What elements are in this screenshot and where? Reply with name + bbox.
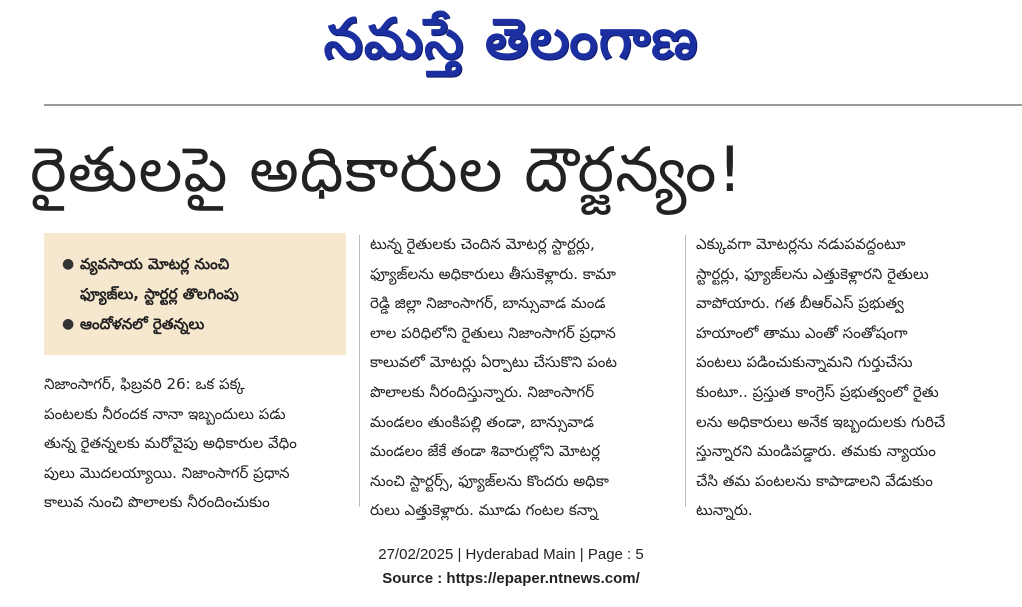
column-divider <box>685 235 686 507</box>
text-line: మండలం తుంకిపల్లి తండా, బాన్సువాడ <box>370 412 595 431</box>
highlight-line: ఫ్యూజ్‌లు, స్టార్టర్ల తొలగింపు <box>80 285 239 303</box>
highlight-line: వ్యవసాయ మోటర్ల నుంచి <box>80 255 230 273</box>
bullet-icon: ● <box>62 256 75 272</box>
text-line: తున్న రైతన్నలకు మరోవైపు అధికారుల వేధిం <box>44 434 297 453</box>
text-line: వాపోయారు. గత బీఆర్‌ఎస్ ప్రభుత్వ <box>696 294 904 313</box>
highlights-box <box>44 233 346 355</box>
text-line: మండలం జేకే తండా శివారుల్లోని మోటర్ల <box>370 442 601 461</box>
text-line: పొలాలకు నీరందిస్తున్నారు. నిజాంసాగర్ <box>370 382 595 401</box>
text-line: లను అధికారులు అనేక ఇబ్బందులకు గురిచే <box>696 412 946 431</box>
text-line: హయాంలో తాము ఎంతో సంతోషంగా <box>696 323 908 342</box>
text-line: లాల పరిధిలోని రైతులు నిజాంసాగర్ ప్రధాన <box>370 323 616 342</box>
text-line: టున్న రైతులకు చెందిన మోటర్ల స్టార్టర్లు, <box>370 235 595 253</box>
article-column-3 <box>696 230 1008 526</box>
source-link[interactable]: Source : https://epaper.ntnews.com/ <box>382 570 640 587</box>
text-line: పంటలకు నీరందక నానా ఇబ్బందులు పడు <box>44 404 286 423</box>
text-line: చేసి తమ పంటలను కాపాడాలని వేడుకుం <box>696 471 933 490</box>
text-line: స్టార్టర్లు, ఫ్యూజ్‌లను ఎత్తుకెళ్లారని రైతులు <box>696 264 929 283</box>
text-line: పులు మొదలయ్యాయి. నిజాంసాగర్ ప్రధాన <box>44 463 290 482</box>
highlight-item <box>62 309 346 339</box>
bullet-icon: ● <box>62 316 75 332</box>
article-column-2 <box>370 230 672 526</box>
highlight-line: ఆందోళనలో రైతన్నలు <box>80 315 205 333</box>
masthead <box>0 6 1022 86</box>
newspaper-logo: నమస్తే తెలంగాణ <box>323 6 699 72</box>
text-line: కుంటూ.. ప్రస్తుత కాంగ్రెస్ ప్రభుత్వంలో రైతు <box>696 382 939 401</box>
text-line: ఎక్కువగా మోటర్లను నడుపవద్దంటూ <box>696 235 906 253</box>
text-line: పంటలు పడించుకున్నామని గుర్తుచేసు <box>696 353 913 372</box>
article-headline: రైతులపై అధికారుల దౌర్జన్యం! <box>30 133 744 206</box>
article-column-1 <box>44 370 346 518</box>
text-line: ఫ్యూజ్‌లను అధికారులు తీసుకెళ్లారు. కామా <box>370 264 616 283</box>
column-divider <box>359 235 360 507</box>
text-line: కాలువ నుంచి పొలాలకు నీరందించుకుం <box>44 493 270 512</box>
text-line: రెడ్డి జిల్లా నిజాంసాగర్, బాన్సువాడ మండ <box>370 294 606 313</box>
highlight-item <box>62 249 346 279</box>
text-line: టున్నారు. <box>696 501 753 520</box>
header-divider <box>44 104 1022 106</box>
text-line: నుంచి స్టార్టర్స్, ఫ్యూజ్‌లను కొందరు అధికా <box>370 471 609 490</box>
text-line: కాలువలో మోటర్లు ఏర్పాటు చేసుకొని పంట <box>370 353 617 372</box>
text-line: స్తున్నారని మండిపడ్డారు. తమకు న్యాయం <box>696 442 936 461</box>
text-line: నిజాంసాగర్, ఫిబ్రవరి 26: ఒక పక్క <box>44 375 245 393</box>
text-line: రులు ఎత్తుకెళ్లారు. మూడు గంటల కన్నా <box>370 501 598 520</box>
edition-info: 27/02/2025 | Hyderabad Main | Page : 5 <box>378 546 644 563</box>
